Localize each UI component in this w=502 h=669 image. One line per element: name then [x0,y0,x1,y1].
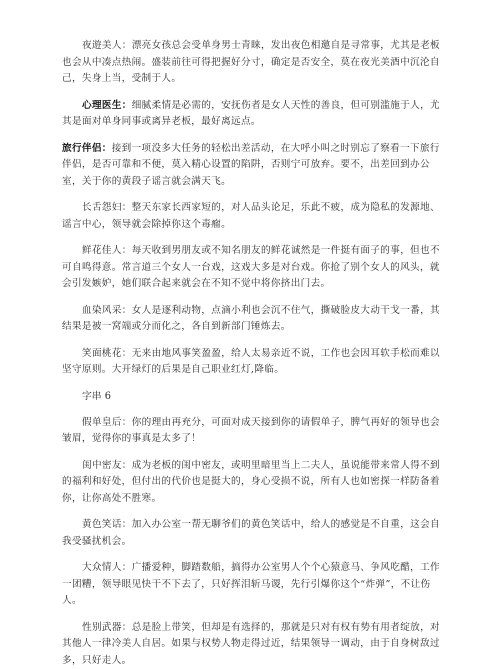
paragraph [62,560,442,610]
paragraph [62,38,442,88]
section-heading: 字串 6 [62,389,442,405]
paragraph [62,200,442,233]
paragraph-text: 血染风采：女人是逐利动物，点滴小利也会沉不住气，撕破脸皮大动干戈一番，其结果是被一窝端或分而化之，各自到新部门锤炼去。 [62,305,440,333]
paragraph [62,415,442,448]
paragraph-text: 闺中密友：成为老板的闺中密友，或明里暗里当上二夫人，虽说能带来常人得不到的福利和好处，但付出的代价也是挺大的，身心受损不说，所有人也如密探一样防备着你，让你高处不胜寒。 [62,460,440,504]
paragraph-text: 细腻柔情是必需的，安抚伤者是女人天性的善良，但可别滥施于人，尤其是面对单身同事或离异老板，最好离远点。 [62,100,440,128]
paragraph [62,458,442,508]
paragraph-text: 夜遊美人：漂亮女孩总会受单身男士青睐，发出夜色相邀自是寻常事，尤其是老板也会从中凑点热闹。盛装前往可得把握好分寸，确定是否安全，莫在夜光美酒中沉沦自己，失身上当，受制于人。 [62,40,440,84]
paragraph-term: 心理医生： [82,100,132,111]
paragraph-text: 黄色笑话：加入办公室一帮无聊爷们的黄色笑话中，给人的感觉是不自重，这会自我受骚扰机会。 [62,519,440,547]
paragraph-text: 接到一项没多大任务的轻松出差活动，在大呼小叫之时别忘了察看一下旅行伴侣，是否可靠和不便，莫入精心设置的陷阱，否则宁可放弃。要不，出差回到办公室，关于你的黄段子谣言就会满天飞。 [62,143,440,187]
paragraph-term: 旅行伴侣： [62,143,112,154]
paragraph [62,517,442,550]
paragraph [62,243,442,293]
paragraph [62,346,442,379]
paragraph-text: 大众情人：广播爱种，脚踏数船，搞得办公室男人个个心猿意马、争风吃醋，工作一团糟，领导眼见快干不下去了，只好挥泪斩马谡，先行引爆你这个“炸弹”，不让伤人。 [62,562,440,606]
paragraph-text: 笑面桃花：无来由地风事笑盈盈，给人太易亲近不说，工作也会因耳软手松而难以坚守原则。大开绿灯的后果是自己职业红灯,降临。 [62,348,440,376]
paragraph-text: 假单皇后：你的理由再充分，可面对成天接到你的请假单子，脾气再好的领导也会皱眉，觉得你的事真是太多了！ [62,417,440,445]
paragraph [62,141,442,191]
paragraph [62,620,442,669]
paragraph-text: 鲜花佳人：每天收到男朋友或不知名朋友的鲜花诚然是一件挺有面子的事，但也不可自鸣得意。常言道三个女人一台戏，这戏大多是对台戏。你抢了别个女人的风头，就会引发嫉妒，她们联合起来就会在不知不觉中将你挤出门去。 [62,245,440,289]
paragraph-text: 长舌怨妇：整天东家长西家短的，对人品头论足，乐此不疲，成为隐私的发源地、谣言中心，领导就会除掉你这个毒瘤。 [62,202,440,230]
paragraph-text: 性别武器：总是脸上带笑，但却是有选择的，那就是只对有权有势有用者绽放，对其他人一律冷美人自居。如果与权势人物走得过近，结果领导一调动，由于自身树敌过多，只好走人。 [62,622,440,666]
paragraph [62,98,442,131]
paragraph [62,303,442,336]
